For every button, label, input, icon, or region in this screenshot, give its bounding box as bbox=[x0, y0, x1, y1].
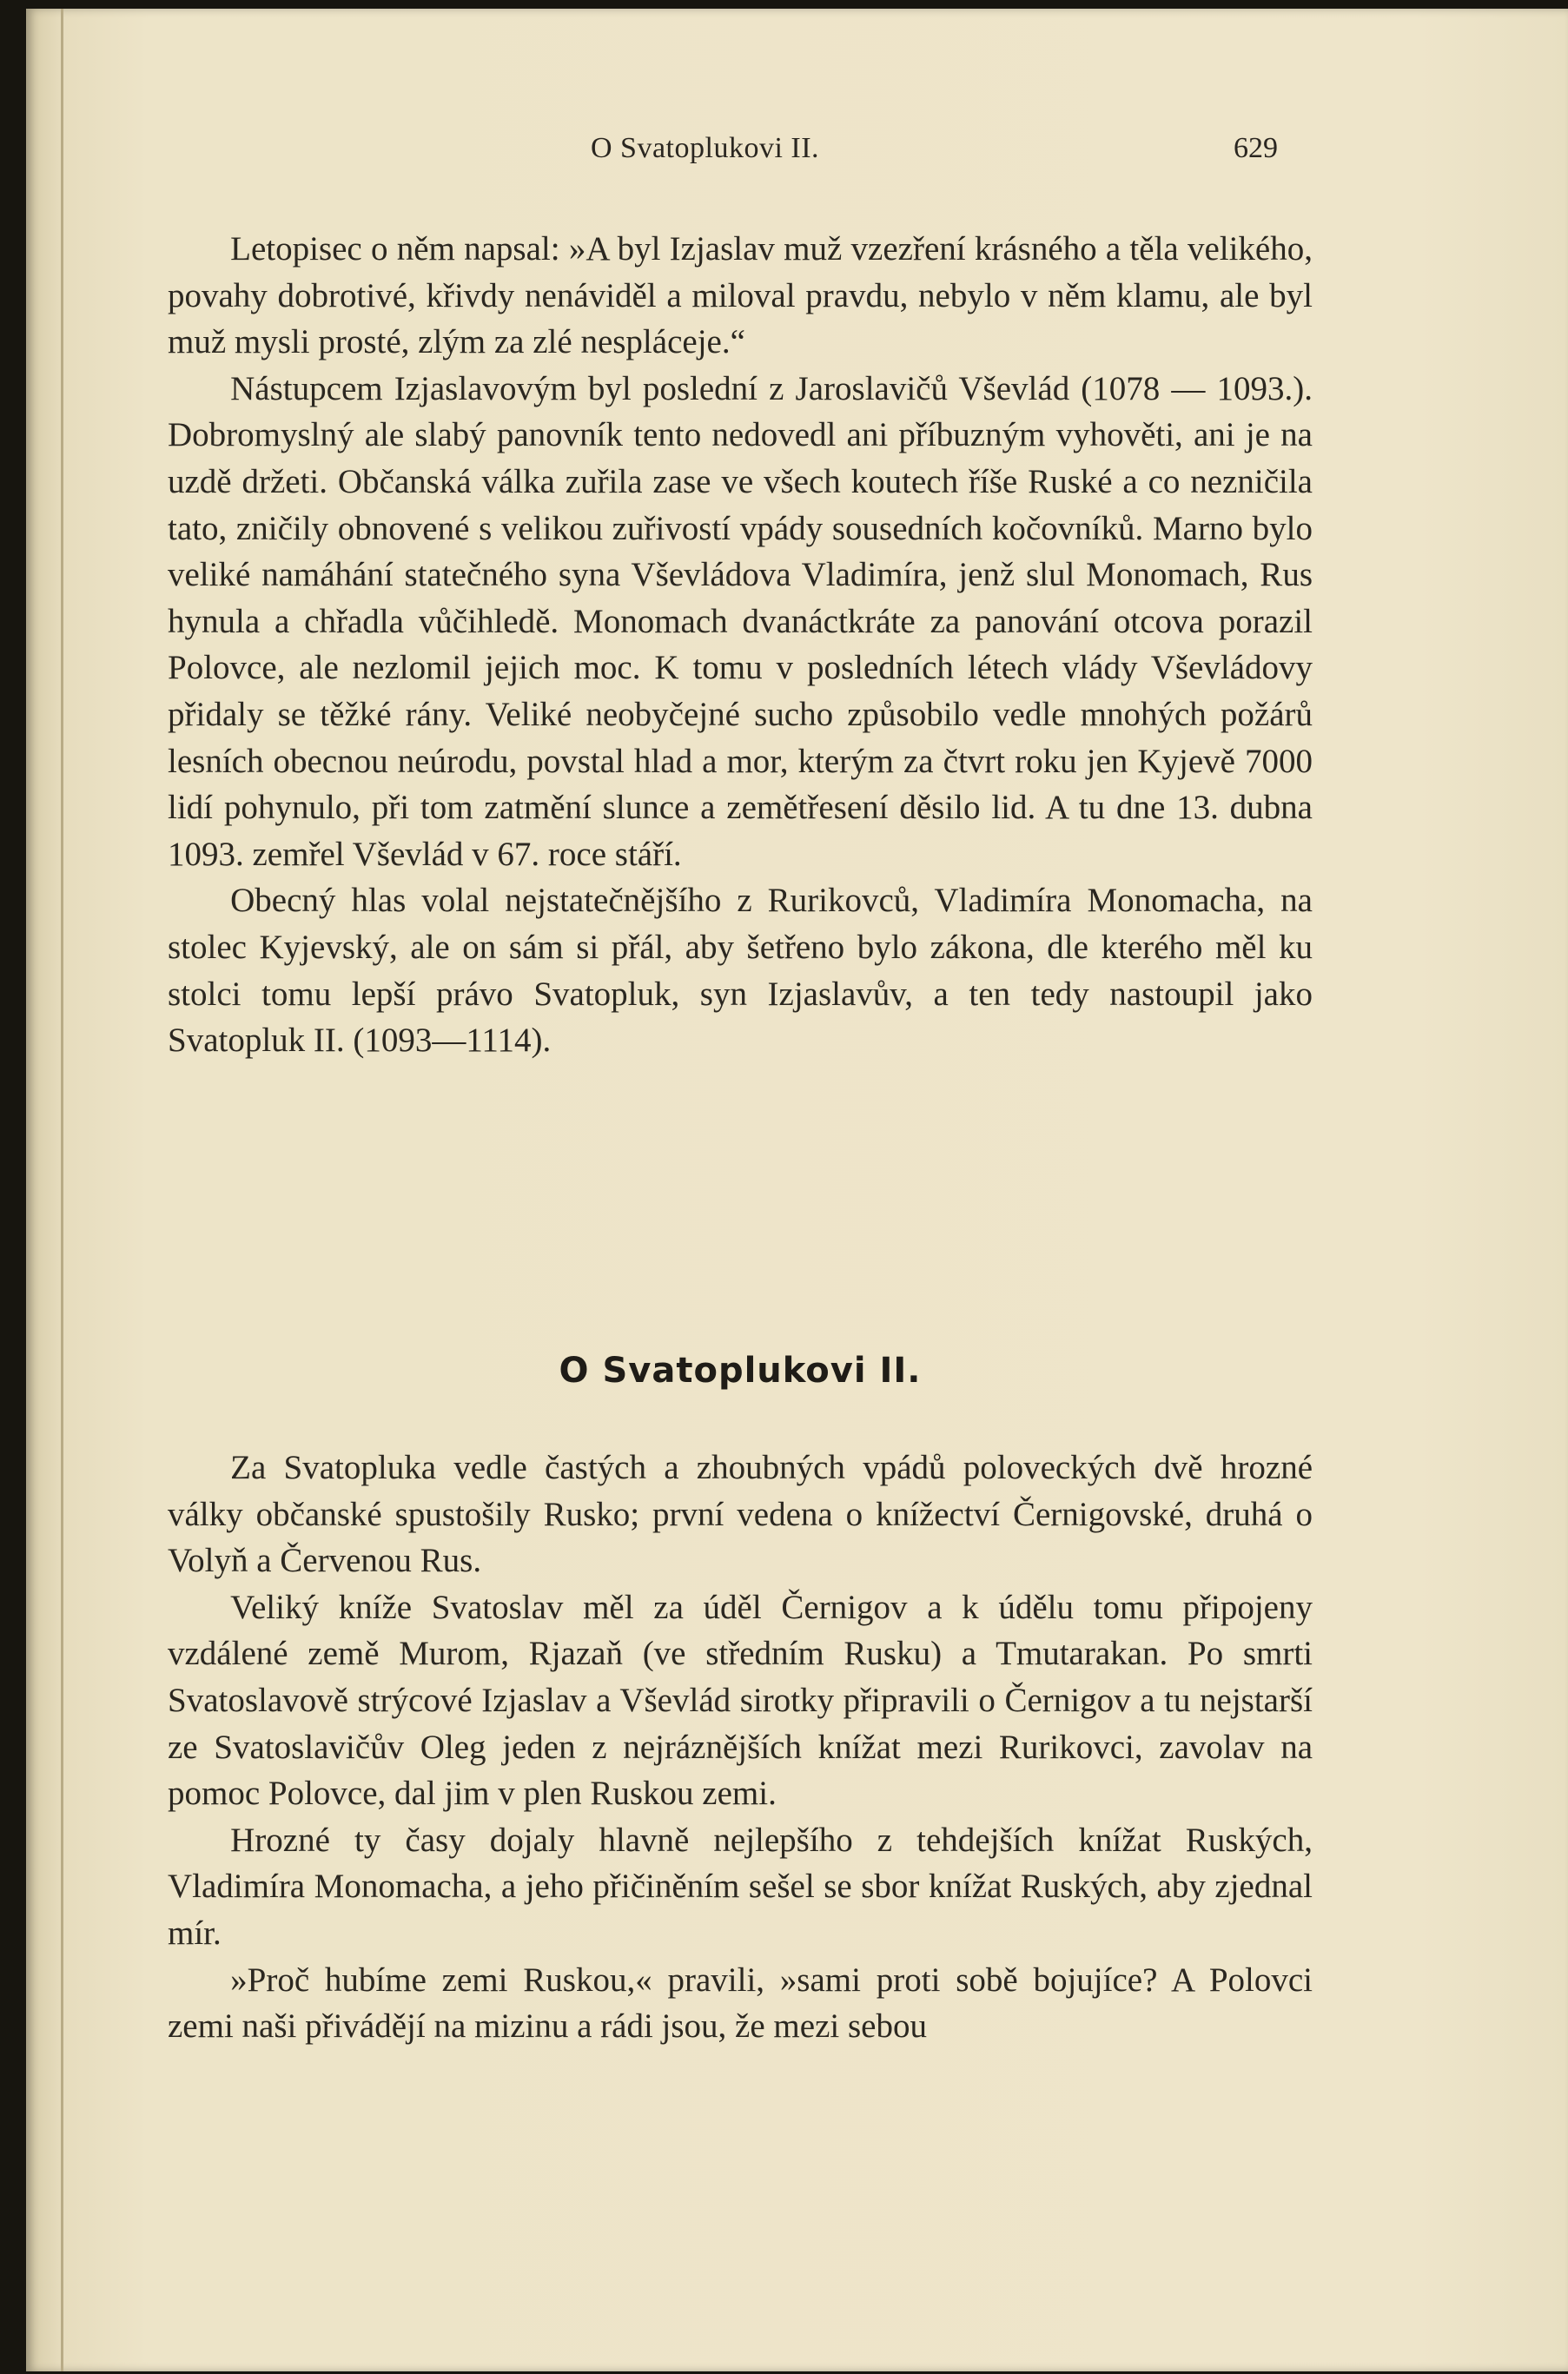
body-text-after-heading bbox=[168, 1445, 1313, 2050]
body-text-before-heading bbox=[168, 226, 1313, 1064]
paragraph: Nástupcem Izjaslavovým byl poslední z Jaroslavičů Vševlád (1078 — 1093.). Dobromyslný ale slabý panovník tento nedovedl ani příbuzným vyhověti, ani je na uzdě držeti. Občanská válka zuřila zase ve všech koutech říše Ruské a co nezničila tato, zničily obnovené s velikou zuřivostí vpády sousedních kočovníků. Marno bylo veliké namáhání statečného syna Vševládova Vladimíra, jenž slul Monomach, Rus hynula a chřadla vůčihledě. Monomach dvanáctkráte za panování otcova porazil Polovce, ale nezlomil jejich moc. K tomu v posledních létech vlády Vševládovy přidaly se těžké rány. Veliké neobyčejné sucho způsobilo vedle mnohých požárů lesních obecnou neúrodu, povstal hlad a mor, kterým za čtvrt roku jen Kyjevě 7000 lidí pohynulo, při tom zatmění slunce a zemětřesení děsilo lid. A tu dne 13. dubna 1093. zemřel Vševlád v 67. roce stáří. bbox=[168, 369, 1313, 873]
paragraph: Hrozné ty časy dojaly hlavně nejlepšího z tehdejších knížat Ruských, Vladimíra Monomacha, a jeho přičiněním sešel se sbor knížat Ruských, aby zjednal mír. bbox=[168, 1821, 1313, 1952]
running-title: O Svatoplukovi II. bbox=[591, 132, 820, 164]
page-number: 629 bbox=[1234, 132, 1278, 164]
book-page bbox=[26, 9, 1568, 2371]
section-heading: O Svatoplukovi II. bbox=[559, 1351, 922, 1391]
paragraph: Letopisec o něm napsal: »A byl Izjaslav muž vzezření krásného a těla velikého, povahy dobrotivé, křivdy nenáviděl a miloval pravdu, nebylo v něm klamu, ale byl muž mysli prosté, zlým za zlé nespláceje.“ bbox=[168, 230, 1313, 361]
paragraph: Obecný hlas volal nejstatečnějšího z Rurikovců, Vladimíra Monomacha, na stolec Kyjevský, ale on sám si přál, aby šetřeno bylo zákona, dle kterého měl ku stolci tomu lepší právo Svatopluk, syn Izjaslavův, a ten tedy nastoupil jako Svatopluk II. (1093—1114). bbox=[168, 882, 1313, 1060]
paragraph: »Proč hubíme zemi Ruskou,« pravili, »sami proti sobě bojujíce? A Polovci zemi naši přivádějí na mizinu a rádi jsou, že mezi sebou bbox=[168, 1961, 1313, 2046]
paragraph: Veliký kníže Svatoslav měl za úděl Černigov a k údělu tomu připojeny vzdálené země Murom, Rjazaň (ve středním Rusku) a Tmutarakan. Po smrti Svatoslavově strýcové Izjaslav a Vševlád sirotky připravili o Černigov a tu nejstarší ze Svatoslavičův Oleg jeden z nejráznějších knížat mezi Rurikovci, zavolav na pomoc Polovce, dal jim v plen Ruskou zemi. bbox=[168, 1588, 1313, 1813]
page-gutter-shadow bbox=[61, 9, 63, 2371]
paragraph: Za Svatopluka vedle častých a zhoubných vpádů poloveckých dvě hrozné války občanské spustošily Rusko; první vedena o knížectví Černigovské, druhá o Volyň a Červenou Rus. bbox=[168, 1449, 1313, 1580]
running-head bbox=[26, 132, 1568, 174]
